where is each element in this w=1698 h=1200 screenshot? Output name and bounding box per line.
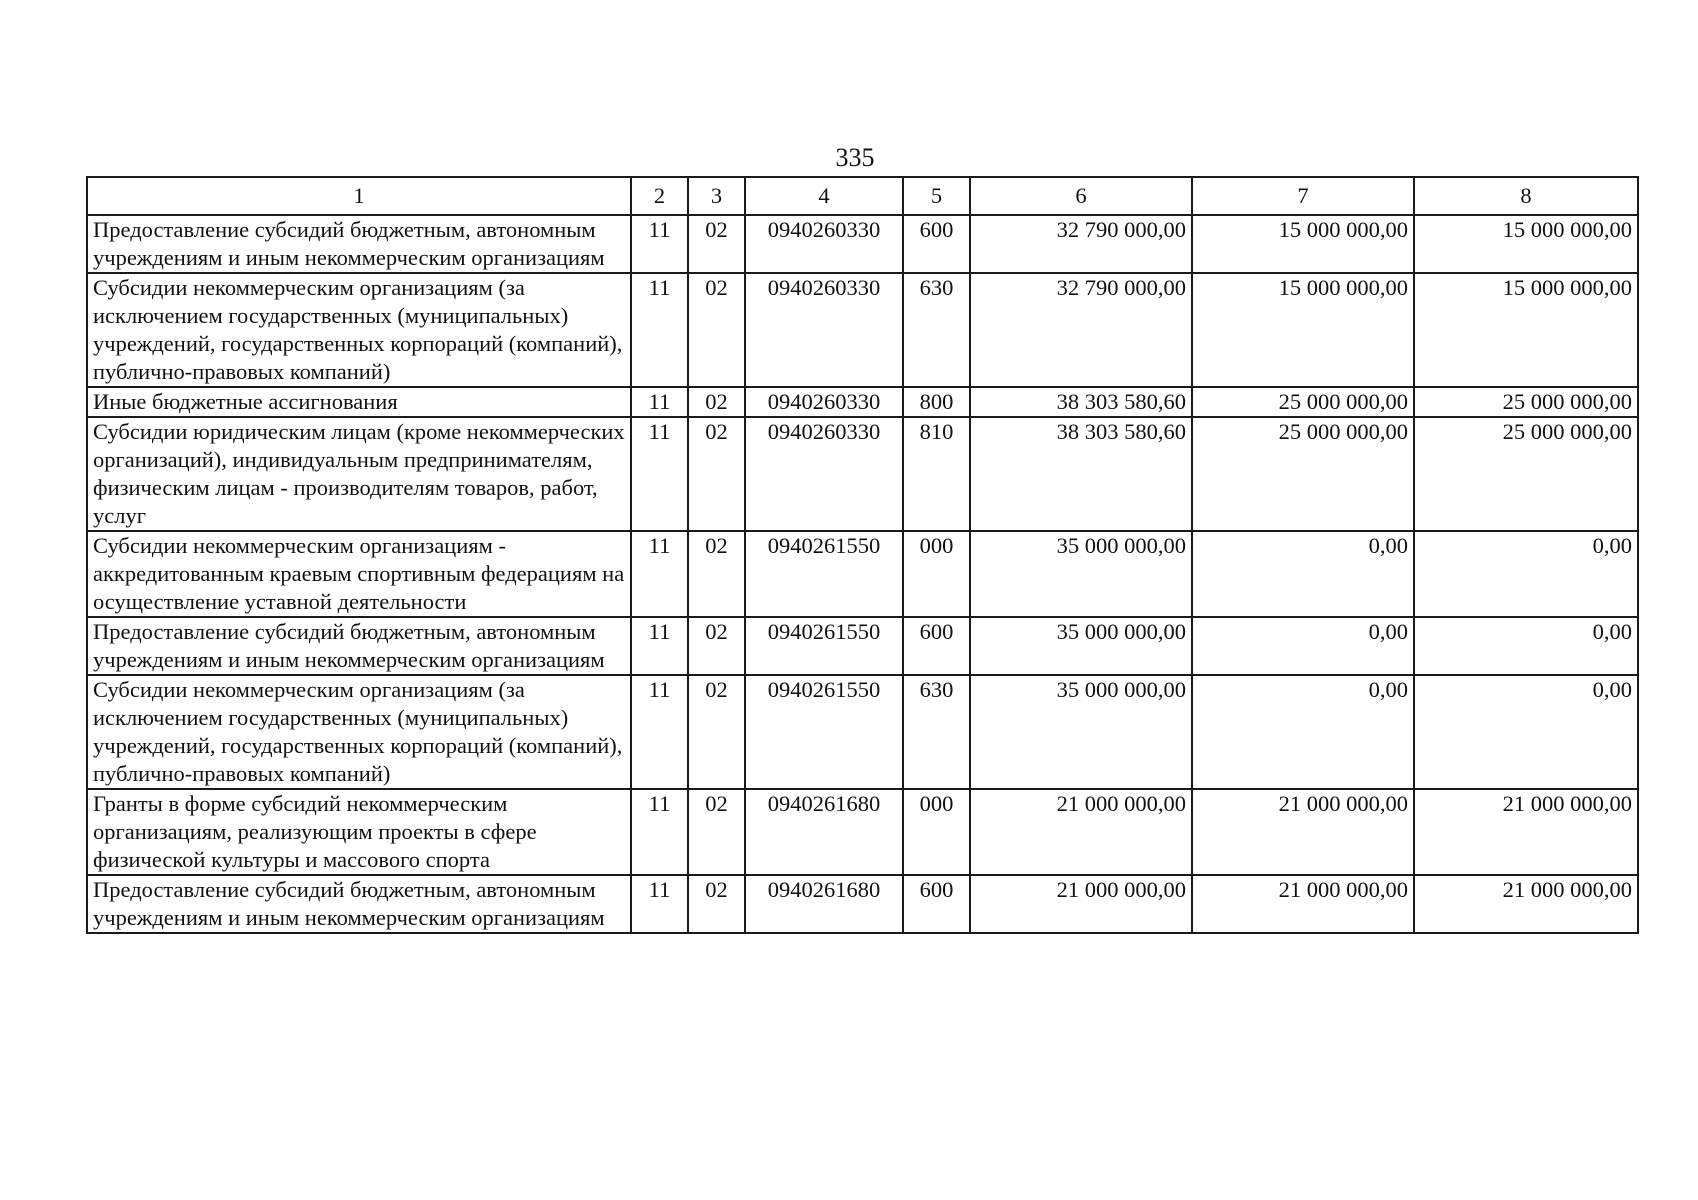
header-row bbox=[87, 177, 1638, 215]
budget-table bbox=[86, 176, 1639, 934]
amount-cell: 25 000 000,00 bbox=[1192, 387, 1414, 417]
subsection-code-cell: 02 bbox=[688, 417, 745, 531]
amount-cell: 21 000 000,00 bbox=[1414, 789, 1638, 875]
section-code-cell: 11 bbox=[631, 417, 688, 531]
expense-type-cell: 630 bbox=[903, 273, 970, 387]
row-name-cell: Субсидии некоммерческим организациям (за исключением государственных (муниципальных) учреждений, государственных корпораций (компаний), публично-правовых компаний) bbox=[87, 273, 631, 387]
amount-cell: 0,00 bbox=[1414, 617, 1638, 675]
section-code-cell: 11 bbox=[631, 789, 688, 875]
amount-cell: 25 000 000,00 bbox=[1414, 417, 1638, 531]
amount-cell: 15 000 000,00 bbox=[1192, 215, 1414, 273]
amount-cell: 0,00 bbox=[1192, 531, 1414, 617]
subsection-code-cell: 02 bbox=[688, 215, 745, 273]
header-cell: 5 bbox=[903, 177, 970, 215]
target-article-cell: 0940260330 bbox=[745, 215, 903, 273]
row-name-cell: Гранты в форме субсидий некоммерческим организациям, реализующим проекты в сфере физической культуры и массового спорта bbox=[87, 789, 631, 875]
section-code-cell: 11 bbox=[631, 617, 688, 675]
target-article-cell: 0940260330 bbox=[745, 273, 903, 387]
row-name-cell: Субсидии некоммерческим организациям (за исключением государственных (муниципальных) учреждений, государственных корпораций (компаний), публично-правовых компаний) bbox=[87, 675, 631, 789]
amount-cell: 15 000 000,00 bbox=[1192, 273, 1414, 387]
section-code-cell: 11 bbox=[631, 387, 688, 417]
amount-cell: 0,00 bbox=[1192, 617, 1414, 675]
subsection-code-cell: 02 bbox=[688, 875, 745, 933]
amount-cell: 21 000 000,00 bbox=[970, 789, 1192, 875]
table-row bbox=[87, 273, 1638, 387]
amount-cell: 0,00 bbox=[1192, 675, 1414, 789]
amount-cell: 38 303 580,60 bbox=[970, 417, 1192, 531]
table-row bbox=[87, 417, 1638, 531]
header-cell: 4 bbox=[745, 177, 903, 215]
section-code-cell: 11 bbox=[631, 875, 688, 933]
amount-cell: 35 000 000,00 bbox=[970, 617, 1192, 675]
header-cell: 8 bbox=[1414, 177, 1638, 215]
table-row bbox=[87, 675, 1638, 789]
header-cell: 7 bbox=[1192, 177, 1414, 215]
section-code-cell: 11 bbox=[631, 215, 688, 273]
section-code-cell: 11 bbox=[631, 273, 688, 387]
amount-cell: 21 000 000,00 bbox=[1414, 875, 1638, 933]
target-article-cell: 0940261550 bbox=[745, 675, 903, 789]
target-article-cell: 0940261680 bbox=[745, 789, 903, 875]
header-cell: 2 bbox=[631, 177, 688, 215]
table-row bbox=[87, 617, 1638, 675]
table-row bbox=[87, 387, 1638, 417]
amount-cell: 32 790 000,00 bbox=[970, 215, 1192, 273]
amount-cell: 0,00 bbox=[1414, 531, 1638, 617]
expense-type-cell: 600 bbox=[903, 617, 970, 675]
row-name-cell: Субсидии некоммерческим организациям - аккредитованным краевым спортивным федерациям на осуществление уставной деятельности bbox=[87, 531, 631, 617]
subsection-code-cell: 02 bbox=[688, 675, 745, 789]
amount-cell: 15 000 000,00 bbox=[1414, 215, 1638, 273]
expense-type-cell: 810 bbox=[903, 417, 970, 531]
amount-cell: 15 000 000,00 bbox=[1414, 273, 1638, 387]
target-article-cell: 0940261550 bbox=[745, 531, 903, 617]
table-row bbox=[87, 875, 1638, 933]
row-name-cell: Предоставление субсидий бюджетным, автономным учреждениям и иным некоммерческим организациям bbox=[87, 215, 631, 273]
amount-cell: 21 000 000,00 bbox=[970, 875, 1192, 933]
expense-type-cell: 630 bbox=[903, 675, 970, 789]
amount-cell: 0,00 bbox=[1414, 675, 1638, 789]
target-article-cell: 0940261550 bbox=[745, 617, 903, 675]
amount-cell: 21 000 000,00 bbox=[1192, 789, 1414, 875]
expense-type-cell: 600 bbox=[903, 215, 970, 273]
amount-cell: 35 000 000,00 bbox=[970, 675, 1192, 789]
expense-type-cell: 600 bbox=[903, 875, 970, 933]
target-article-cell: 0940260330 bbox=[745, 387, 903, 417]
target-article-cell: 0940260330 bbox=[745, 417, 903, 531]
row-name-cell: Предоставление субсидий бюджетным, автономным учреждениям и иным некоммерческим организациям bbox=[87, 617, 631, 675]
row-name-cell: Субсидии юридическим лицам (кроме некоммерческих организаций), индивидуальным предпринимателям, физическим лицам - производителям товаров, работ, услуг bbox=[87, 417, 631, 531]
table-row bbox=[87, 531, 1638, 617]
section-code-cell: 11 bbox=[631, 675, 688, 789]
expense-type-cell: 000 bbox=[903, 531, 970, 617]
subsection-code-cell: 02 bbox=[688, 617, 745, 675]
table-row bbox=[87, 789, 1638, 875]
amount-cell: 38 303 580,60 bbox=[970, 387, 1192, 417]
amount-cell: 25 000 000,00 bbox=[1414, 387, 1638, 417]
row-name-cell: Предоставление субсидий бюджетным, автономным учреждениям и иным некоммерческим организациям bbox=[87, 875, 631, 933]
amount-cell: 21 000 000,00 bbox=[1192, 875, 1414, 933]
section-code-cell: 11 bbox=[631, 531, 688, 617]
expense-type-cell: 800 bbox=[903, 387, 970, 417]
row-name-cell: Иные бюджетные ассигнования bbox=[87, 387, 631, 417]
amount-cell: 32 790 000,00 bbox=[970, 273, 1192, 387]
subsection-code-cell: 02 bbox=[688, 273, 745, 387]
header-cell: 6 bbox=[970, 177, 1192, 215]
page-number: 335 bbox=[835, 143, 875, 172]
subsection-code-cell: 02 bbox=[688, 789, 745, 875]
target-article-cell: 0940261680 bbox=[745, 875, 903, 933]
table-row bbox=[87, 215, 1638, 273]
subsection-code-cell: 02 bbox=[688, 531, 745, 617]
expense-type-cell: 000 bbox=[903, 789, 970, 875]
header-cell: 3 bbox=[688, 177, 745, 215]
amount-cell: 35 000 000,00 bbox=[970, 531, 1192, 617]
subsection-code-cell: 02 bbox=[688, 387, 745, 417]
amount-cell: 25 000 000,00 bbox=[1192, 417, 1414, 531]
header-cell: 1 bbox=[87, 177, 631, 215]
